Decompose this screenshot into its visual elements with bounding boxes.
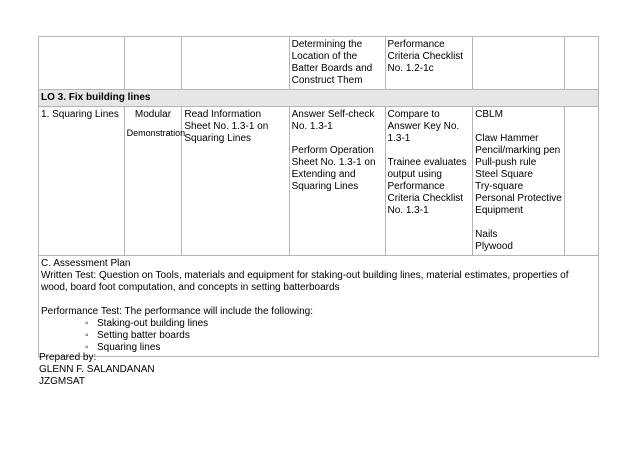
table-row [39, 90, 599, 107]
cell-resources [473, 107, 565, 256]
performance-items [41, 318, 596, 354]
cell-practice [289, 107, 385, 256]
cell-assessment: Performance Criteria Checklist No. 1.2-1c [385, 37, 473, 90]
table-row [39, 256, 599, 357]
prepared-name: GLENN F. SALANDANAN [39, 364, 155, 375]
cell-content [39, 107, 125, 256]
practice-2: Perform Operation Sheet No. 1.3-1 on Extending and Squaring Lines [291, 145, 376, 192]
cell-time [564, 107, 598, 256]
resource-item: Nails [475, 229, 498, 240]
cell-feedback [385, 107, 473, 256]
cell-time [564, 37, 598, 90]
assessment-plan-cell [39, 256, 599, 357]
cell-content [39, 37, 125, 90]
table-row [39, 37, 599, 90]
cell-presentation [182, 107, 289, 256]
feedback-1: Compare to Answer Key No. 1.3-1 [387, 109, 460, 144]
resource-item: Steel Square [475, 169, 533, 180]
practice-1: Answer Self-check No. 1.3-1 [291, 109, 375, 132]
resource-item: Personal Protective Equipment [475, 193, 562, 216]
resource-item: CBLM [475, 109, 503, 120]
presentation-text: Read Information Sheet No. 1.3-1 on Squaring Lines [184, 109, 269, 144]
cell-mode [124, 37, 182, 90]
prepared-org: JZGMSAT [39, 376, 85, 387]
resource-item: Plywood [475, 241, 513, 252]
table-row [39, 107, 599, 256]
cell-resources [473, 37, 565, 90]
cell-mode [124, 107, 186, 256]
resource-item: Pull-push rule [475, 157, 537, 168]
prepared-by-block [39, 352, 155, 388]
written-test-text: Written Test: Question on Tools, materials and equipment for staking-out building lines, material estimates, properties of wood, board foot computation, and concepts in setting batterboards [41, 270, 569, 293]
assessment-plan-title: C. Assessment Plan [41, 258, 131, 269]
prepared-label: Prepared by: [39, 352, 97, 363]
list-item: ◦ Squaring lines [85, 342, 596, 354]
resource-item: Try-square [475, 181, 524, 192]
lo-heading: LO 3. Fix building lines [39, 90, 599, 107]
resource-item: Claw Hammer [475, 133, 539, 144]
mode-line-1: Modular [134, 109, 172, 120]
list-item: ◦ Staking-out building lines [85, 318, 596, 330]
feedback-2: Trainee evaluates output using Performance Criteria Checklist No. 1.3-1 [387, 157, 467, 216]
cell-activity: Determining the Location of the Batter Boards and Construct Them [289, 37, 385, 90]
content-text: 1. Squaring Lines [41, 109, 119, 120]
performance-test-text: Performance Test: The performance will include the following: [41, 306, 313, 317]
session-plan-table [38, 36, 599, 357]
cell-presentation [182, 37, 289, 90]
resource-item: Pencil/marking pen [475, 145, 561, 156]
list-item: ◦ Setting batter boards [85, 330, 596, 342]
session-plan-sheet [38, 36, 599, 357]
mode-line-2: Demonstration [126, 128, 186, 138]
